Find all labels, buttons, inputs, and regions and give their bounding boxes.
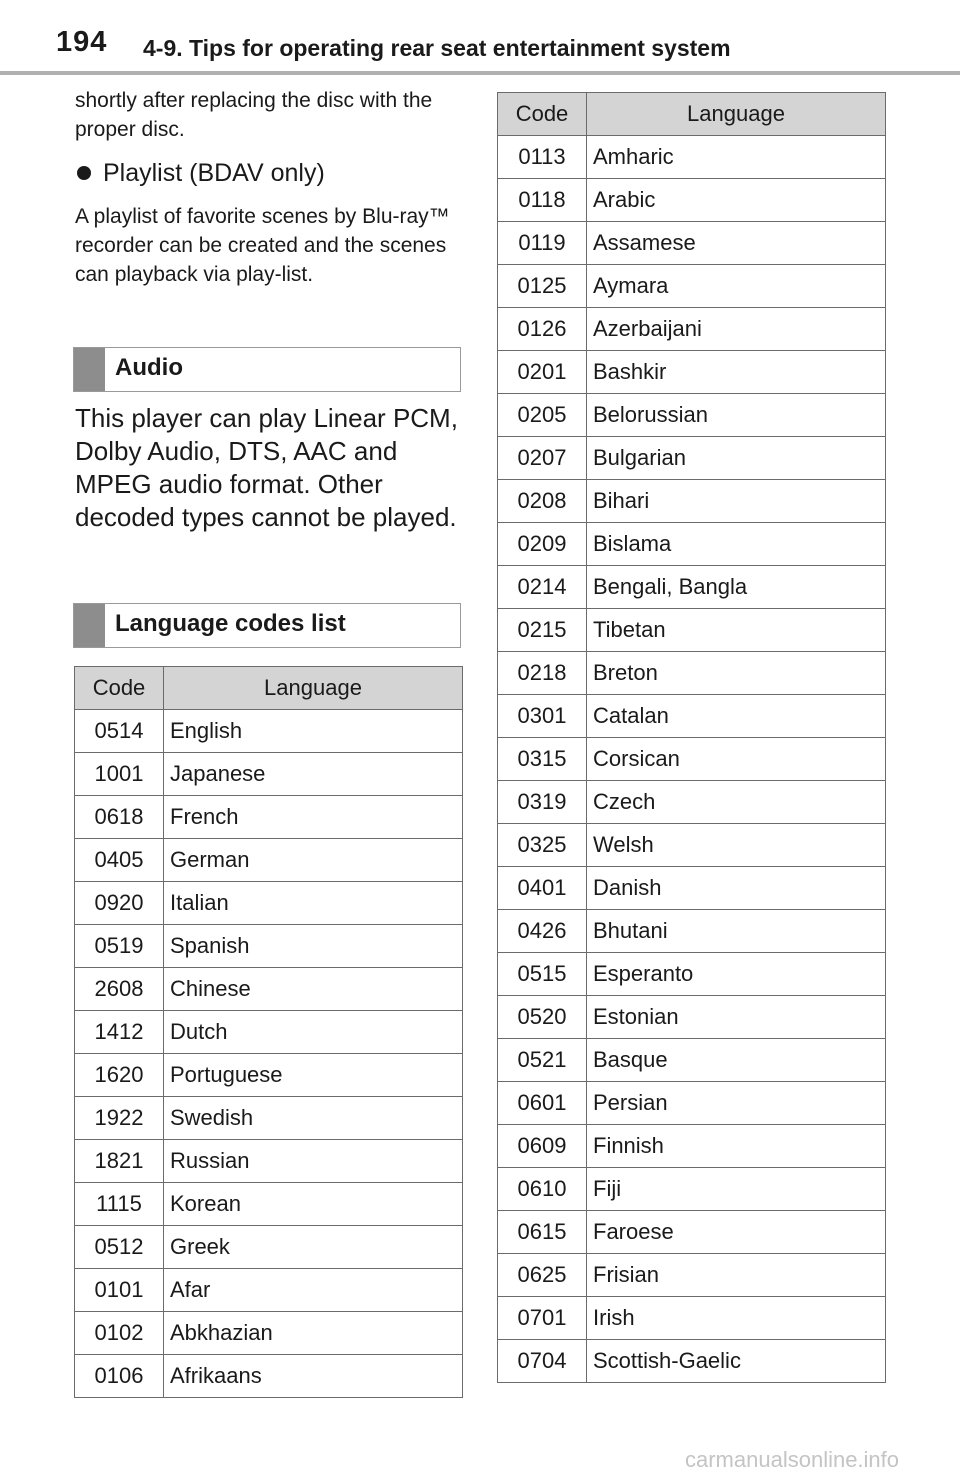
language-code: 1620 [75,1054,164,1097]
language-code: 0514 [75,710,164,753]
language-name: Bihari [587,480,886,523]
language-name: Tibetan [587,609,886,652]
language-name: Dutch [164,1011,463,1054]
table-row [75,1140,463,1183]
table-row [75,796,463,839]
language-name: French [164,796,463,839]
language-code: 0325 [498,824,587,867]
language-name: Finnish [587,1125,886,1168]
table-row [498,738,886,781]
section-title: 4-9. Tips for operating rear seat entertainment system [143,35,731,61]
language-name: Arabic [587,179,886,222]
table-body [498,136,886,1383]
table-row [75,1269,463,1312]
language-code: 1412 [75,1011,164,1054]
language-name: Fiji [587,1168,886,1211]
language-name: German [164,839,463,882]
language-code: 0201 [498,351,587,394]
language-code: 0113 [498,136,587,179]
language-name: Belorussian [587,394,886,437]
language-code: 0601 [498,1082,587,1125]
table-row [75,1226,463,1269]
heading-tab [74,604,105,647]
language-code: 2608 [75,968,164,1011]
language-code: 0426 [498,910,587,953]
language-code: 0610 [498,1168,587,1211]
language-code: 0126 [498,308,587,351]
language-name: Catalan [587,695,886,738]
table-row [498,996,886,1039]
language-name: Portuguese [164,1054,463,1097]
language-code: 0515 [498,953,587,996]
table-row [498,179,886,222]
language-name: Irish [587,1297,886,1340]
table-body [75,710,463,1398]
table-row [75,1054,463,1097]
language-codes-heading [73,603,461,648]
table-row [498,351,886,394]
language-code: 0218 [498,652,587,695]
table-header-row [75,667,463,710]
table-row [498,867,886,910]
language-name: Bulgarian [587,437,886,480]
table-row [498,652,886,695]
language-name: Corsican [587,738,886,781]
table-row [498,953,886,996]
continued-paragraph: shortly after replacing the disc with the proper disc. [75,89,433,141]
language-code: 0118 [498,179,587,222]
language-code: 0214 [498,566,587,609]
language-code: 0205 [498,394,587,437]
audio-paragraph: This player can play Linear PCM, Dolby Audio, DTS, AAC and MPEG audio format. Other decoded types cannot be played. [75,403,458,532]
table-row [75,882,463,925]
heading-tab [74,348,105,391]
language-name: Korean [164,1183,463,1226]
table-row [75,710,463,753]
language-code: 0618 [75,796,164,839]
table-row [75,968,463,1011]
table-row [75,753,463,796]
bullet-icon [77,166,91,180]
watermark: carmanualsonline.info [685,1447,900,1472]
language-code: 0405 [75,839,164,882]
table-row [498,136,886,179]
language-code: 0106 [75,1355,164,1398]
intro-section [75,86,463,289]
language-name: Faroese [587,1211,886,1254]
language-name: Chinese [164,968,463,1011]
language-code: 0625 [498,1254,587,1297]
language-name: Assamese [587,222,886,265]
table-row [75,1183,463,1226]
language-name: Azerbaijani [587,308,886,351]
language-name: Scottish-Gaelic [587,1340,886,1383]
header-rule [0,71,960,75]
language-name: Abkhazian [164,1312,463,1355]
language-name: Czech [587,781,886,824]
language-code: 0119 [498,222,587,265]
page-header [0,0,960,76]
language-code: 0521 [498,1039,587,1082]
language-code: 0315 [498,738,587,781]
language-code: 0208 [498,480,587,523]
language-name: Afrikaans [164,1355,463,1398]
language-name: Aymara [587,265,886,308]
table-row [75,1312,463,1355]
language-code: 0519 [75,925,164,968]
language-name: Bashkir [587,351,886,394]
language-code: 0615 [498,1211,587,1254]
language-name: Frisian [587,1254,886,1297]
table-row [498,265,886,308]
language-name: Bhutani [587,910,886,953]
table-row [498,394,886,437]
table-row [498,609,886,652]
language-codes-table-right [497,92,886,1383]
audio-heading [73,347,461,392]
table-row [498,1254,886,1297]
language-name: Spanish [164,925,463,968]
language-code: 0125 [498,265,587,308]
language-codes-table-left [74,666,463,1398]
column-header-language: Language [587,93,886,136]
language-name: Danish [587,867,886,910]
language-name: Italian [164,882,463,925]
language-code: 0701 [498,1297,587,1340]
table-row [498,824,886,867]
language-code: 0704 [498,1340,587,1383]
table-row [75,1355,463,1398]
language-name: Welsh [587,824,886,867]
table-header-row [498,93,886,136]
table-row [498,695,886,738]
table-row [498,523,886,566]
table-row [75,925,463,968]
table-row [498,480,886,523]
table-row [75,839,463,882]
column-header-code: Code [75,667,164,710]
table-row [498,1168,886,1211]
column-header-code: Code [498,93,587,136]
language-code: 0609 [498,1125,587,1168]
bullet-heading [75,154,463,192]
table-row [498,308,886,351]
language-name: Persian [587,1082,886,1125]
table-row [498,910,886,953]
language-code: 0401 [498,867,587,910]
language-name: Amharic [587,136,886,179]
language-name: Breton [587,652,886,695]
language-code: 0215 [498,609,587,652]
language-name: Swedish [164,1097,463,1140]
language-code: 0209 [498,523,587,566]
language-code: 1001 [75,753,164,796]
table-row [498,222,886,265]
table-row [498,1297,886,1340]
table-row [75,1011,463,1054]
language-name: Basque [587,1039,886,1082]
language-name: Estonian [587,996,886,1039]
language-code: 0301 [498,695,587,738]
table-row [75,1097,463,1140]
bullet-heading-label: Playlist (BDAV only) [103,159,325,187]
language-code: 0101 [75,1269,164,1312]
language-code: 0920 [75,882,164,925]
language-name: Greek [164,1226,463,1269]
column-header-language: Language [164,667,463,710]
page-number: 194 [56,26,108,58]
table-row [498,1340,886,1383]
language-name: Russian [164,1140,463,1183]
audio-heading-label: Audio [115,354,183,381]
table-row [498,566,886,609]
language-code: 0520 [498,996,587,1039]
language-code: 0102 [75,1312,164,1355]
language-name: Japanese [164,753,463,796]
table-row [498,1211,886,1254]
language-codes-heading-label: Language codes list [115,610,346,637]
language-code: 1922 [75,1097,164,1140]
language-code: 1821 [75,1140,164,1183]
language-name: Bislama [587,523,886,566]
language-code: 1115 [75,1183,164,1226]
playlist-paragraph: A playlist of favorite scenes by Blu-ray™ recorder can be created and the scenes can playback via play-list. [75,205,450,286]
language-name: English [164,710,463,753]
table-row [498,781,886,824]
language-name: Bengali, Bangla [587,566,886,609]
language-name: Esperanto [587,953,886,996]
table-row [498,1125,886,1168]
language-code: 0319 [498,781,587,824]
language-name: Afar [164,1269,463,1312]
language-code: 0512 [75,1226,164,1269]
table-row [498,1039,886,1082]
table-row [498,1082,886,1125]
table-row [498,437,886,480]
language-code: 0207 [498,437,587,480]
